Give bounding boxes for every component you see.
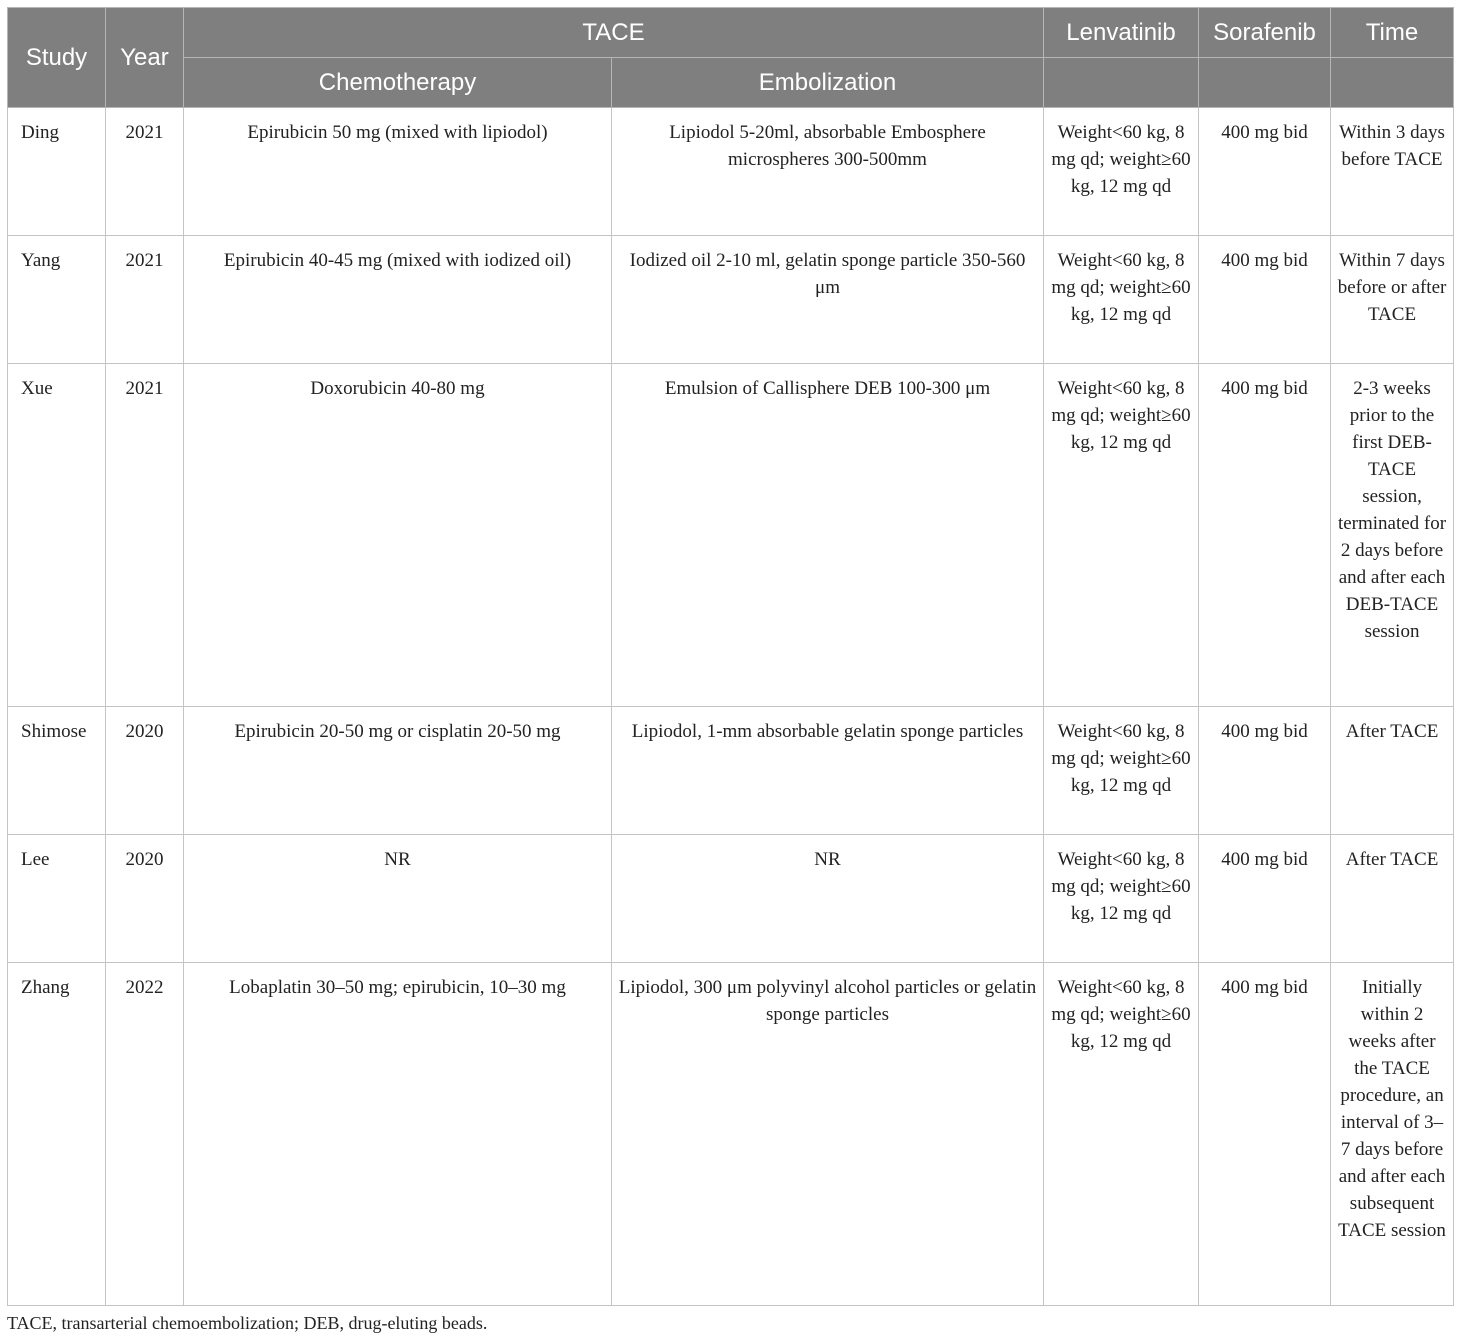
cell-lenvatinib: Weight<60 kg, 8 mg qd; weight≥60 kg, 12 mg qd [1044, 108, 1199, 236]
header-time-blank [1331, 58, 1454, 108]
header-study: Study [8, 8, 106, 108]
cell-embolization: Lipiodol 5-20ml, absorbable Embosphere microspheres 300-500mm [612, 108, 1044, 236]
cell-study: Shimose [8, 707, 106, 835]
cell-chemotherapy: Lobaplatin 30–50 mg; epirubicin, 10–30 mg [184, 963, 612, 1306]
cell-sorafenib: 400 mg bid [1199, 835, 1331, 963]
cell-lenvatinib: Weight<60 kg, 8 mg qd; weight≥60 kg, 12 mg qd [1044, 835, 1199, 963]
cell-year: 2021 [106, 236, 184, 364]
study-table [7, 7, 1454, 1306]
cell-chemotherapy: NR [184, 835, 612, 963]
cell-embolization: Lipiodol, 300 μm polyvinyl alcohol particles or gelatin sponge particles [612, 963, 1044, 1306]
cell-study: Yang [8, 236, 106, 364]
cell-sorafenib: 400 mg bid [1199, 707, 1331, 835]
header-embolization: Embolization [612, 58, 1044, 108]
cell-chemotherapy: Epirubicin 20-50 mg or cisplatin 20-50 mg [184, 707, 612, 835]
header-sorafenib-blank [1199, 58, 1331, 108]
table-row [8, 835, 1454, 963]
header-sorafenib: Sorafenib [1199, 8, 1331, 58]
cell-lenvatinib: Weight<60 kg, 8 mg qd; weight≥60 kg, 12 mg qd [1044, 707, 1199, 835]
cell-lenvatinib: Weight<60 kg, 8 mg qd; weight≥60 kg, 12 mg qd [1044, 236, 1199, 364]
table-header [8, 8, 1454, 108]
cell-embolization: Iodized oil 2-10 ml, gelatin sponge particle 350-560 μm [612, 236, 1044, 364]
cell-time: After TACE [1331, 835, 1454, 963]
table-row [8, 963, 1454, 1306]
header-year: Year [106, 8, 184, 108]
table-body [8, 108, 1454, 1306]
cell-embolization: Emulsion of Callisphere DEB 100-300 μm [612, 364, 1044, 707]
cell-sorafenib: 400 mg bid [1199, 364, 1331, 707]
cell-embolization: NR [612, 835, 1044, 963]
data-table-container [7, 7, 1453, 1306]
cell-study: Xue [8, 364, 106, 707]
header-time: Time [1331, 8, 1454, 58]
cell-sorafenib: 400 mg bid [1199, 236, 1331, 364]
cell-year: 2021 [106, 364, 184, 707]
cell-study: Zhang [8, 963, 106, 1306]
table-row [8, 364, 1454, 707]
header-tace: TACE [184, 8, 1044, 58]
cell-sorafenib: 400 mg bid [1199, 963, 1331, 1306]
cell-study: Lee [8, 835, 106, 963]
cell-time: Within 3 days before TACE [1331, 108, 1454, 236]
cell-chemotherapy: Doxorubicin 40-80 mg [184, 364, 612, 707]
table-row [8, 108, 1454, 236]
table-footnote: TACE, transarterial chemoembolization; DEB, drug-eluting beads. [7, 1313, 488, 1333]
cell-sorafenib: 400 mg bid [1199, 108, 1331, 236]
cell-lenvatinib: Weight<60 kg, 8 mg qd; weight≥60 kg, 12 mg qd [1044, 364, 1199, 707]
cell-time: Within 7 days before or after TACE [1331, 236, 1454, 364]
cell-time: 2-3 weeks prior to the first DEB-TACE session, terminated for 2 days before and after each DEB-TACE session [1331, 364, 1454, 707]
header-lenvatinib: Lenvatinib [1044, 8, 1199, 58]
header-chemotherapy: Chemotherapy [184, 58, 612, 108]
cell-year: 2020 [106, 835, 184, 963]
cell-year: 2021 [106, 108, 184, 236]
cell-chemotherapy: Epirubicin 40-45 mg (mixed with iodized oil) [184, 236, 612, 364]
cell-lenvatinib: Weight<60 kg, 8 mg qd; weight≥60 kg, 12 mg qd [1044, 963, 1199, 1306]
cell-chemotherapy: Epirubicin 50 mg (mixed with lipiodol) [184, 108, 612, 236]
cell-time: Initially within 2 weeks after the TACE procedure, an interval of 3–7 days before and after each subsequent TACE session [1331, 963, 1454, 1306]
cell-year: 2020 [106, 707, 184, 835]
table-row [8, 236, 1454, 364]
header-row-1 [8, 8, 1454, 58]
cell-study: Ding [8, 108, 106, 236]
table-row [8, 707, 1454, 835]
cell-embolization: Lipiodol, 1-mm absorbable gelatin sponge particles [612, 707, 1044, 835]
header-lenvatinib-blank [1044, 58, 1199, 108]
header-row-2 [8, 58, 1454, 108]
cell-year: 2022 [106, 963, 184, 1306]
cell-time: After TACE [1331, 707, 1454, 835]
